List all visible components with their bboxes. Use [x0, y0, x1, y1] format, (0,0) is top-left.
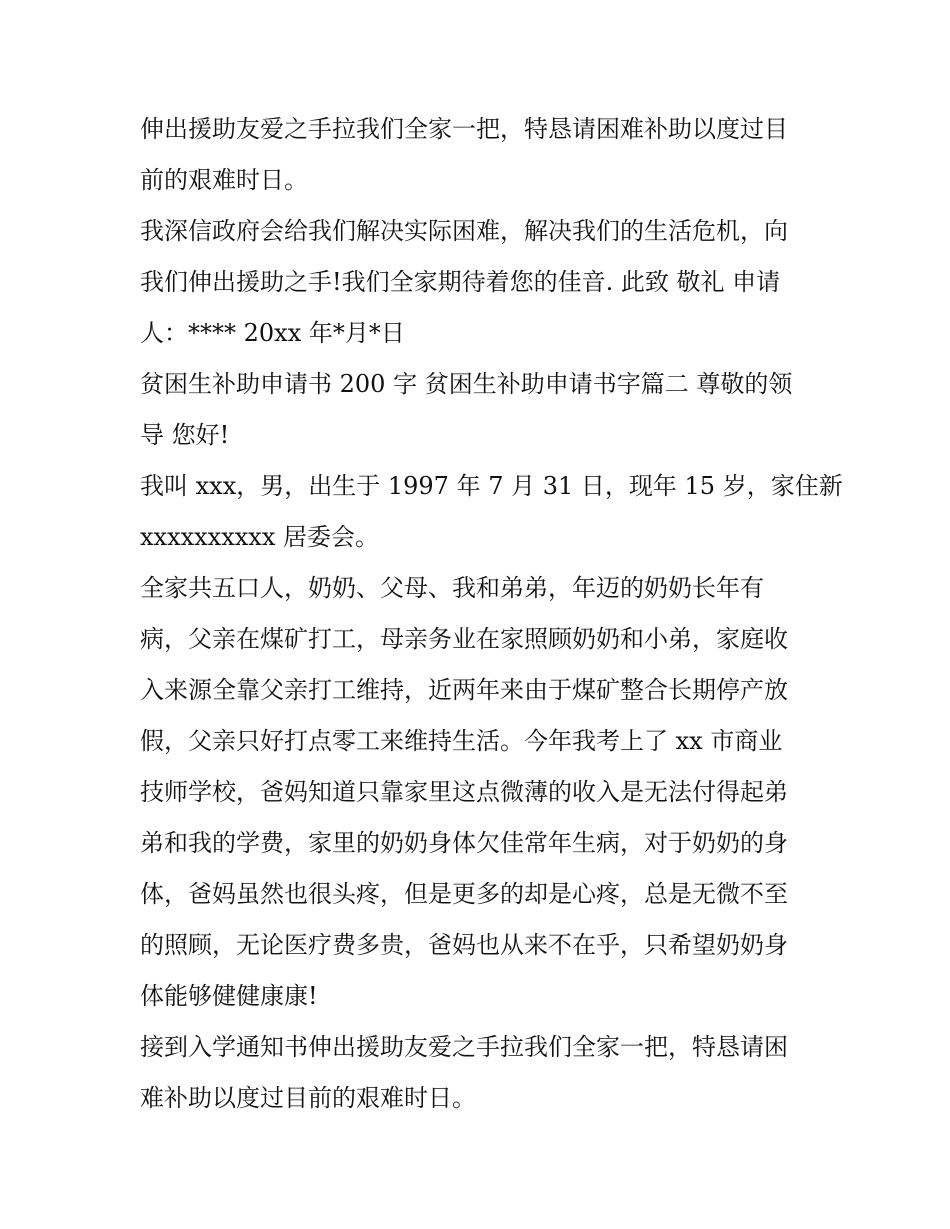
- text-line: 我们伸出援助之手!我们全家期待着您的佳音. 此致 敬礼 申请: [140, 268, 781, 296]
- text-line: 难补助以度过目前的艰难时日。: [140, 1084, 476, 1112]
- text-line: 导 您好!: [140, 421, 230, 449]
- text-line: 弟和我的学费，家里的奶奶身体欠佳常年生病，对于奶奶的身: [140, 829, 788, 857]
- text-line: 前的艰难时日。: [140, 166, 308, 194]
- text-line: 贫困生补助申请书 200 字 贫困生补助申请书字篇二 尊敬的领: [140, 370, 793, 398]
- text-line: 的照顾，无论医疗费多贵，爸妈也从来不在乎，只希望奶奶身: [140, 931, 788, 959]
- text-line: 我深信政府会给我们解决实际困难，解决我们的生活危机，向: [140, 217, 788, 245]
- text-line: 体，爸妈虽然也很头疼，但是更多的却是心疼，总是无微不至: [140, 880, 788, 908]
- text-line: 假，父亲只好打点零工来维持生活。今年我考上了 xx 市商业: [140, 727, 783, 755]
- text-line: 人：**** 20xx 年*月*日: [140, 319, 405, 347]
- document-body: [140, 104, 843, 1124]
- text-line: 入来源全靠父亲打工维持，近两年来由于煤矿整合长期停产放: [140, 676, 788, 704]
- text-line: 病，父亲在煤矿打工，母亲务业在家照顾奶奶和小弟，家庭收: [140, 625, 788, 653]
- text-line: 伸出援助友爱之手拉我们全家一把，特恳请困难补助以度过目: [140, 115, 788, 143]
- text-line: 技师学校，爸妈知道只靠家里这点微薄的收入是无法付得起弟: [140, 778, 788, 806]
- text-line: 我叫 xxx，男，出生于 1997 年 7 月 31 日，现年 15 岁，家住新: [140, 472, 843, 500]
- text-line: 体能够健健康康!: [140, 982, 318, 1010]
- text-line: 接到入学通知书伸出援助友爱之手拉我们全家一把，特恳请困: [140, 1033, 788, 1061]
- text-line: xxxxxxxxxx 居委会。: [140, 523, 379, 551]
- text-line: 全家共五口人，奶奶、父母、我和弟弟，年迈的奶奶长年有: [140, 574, 764, 602]
